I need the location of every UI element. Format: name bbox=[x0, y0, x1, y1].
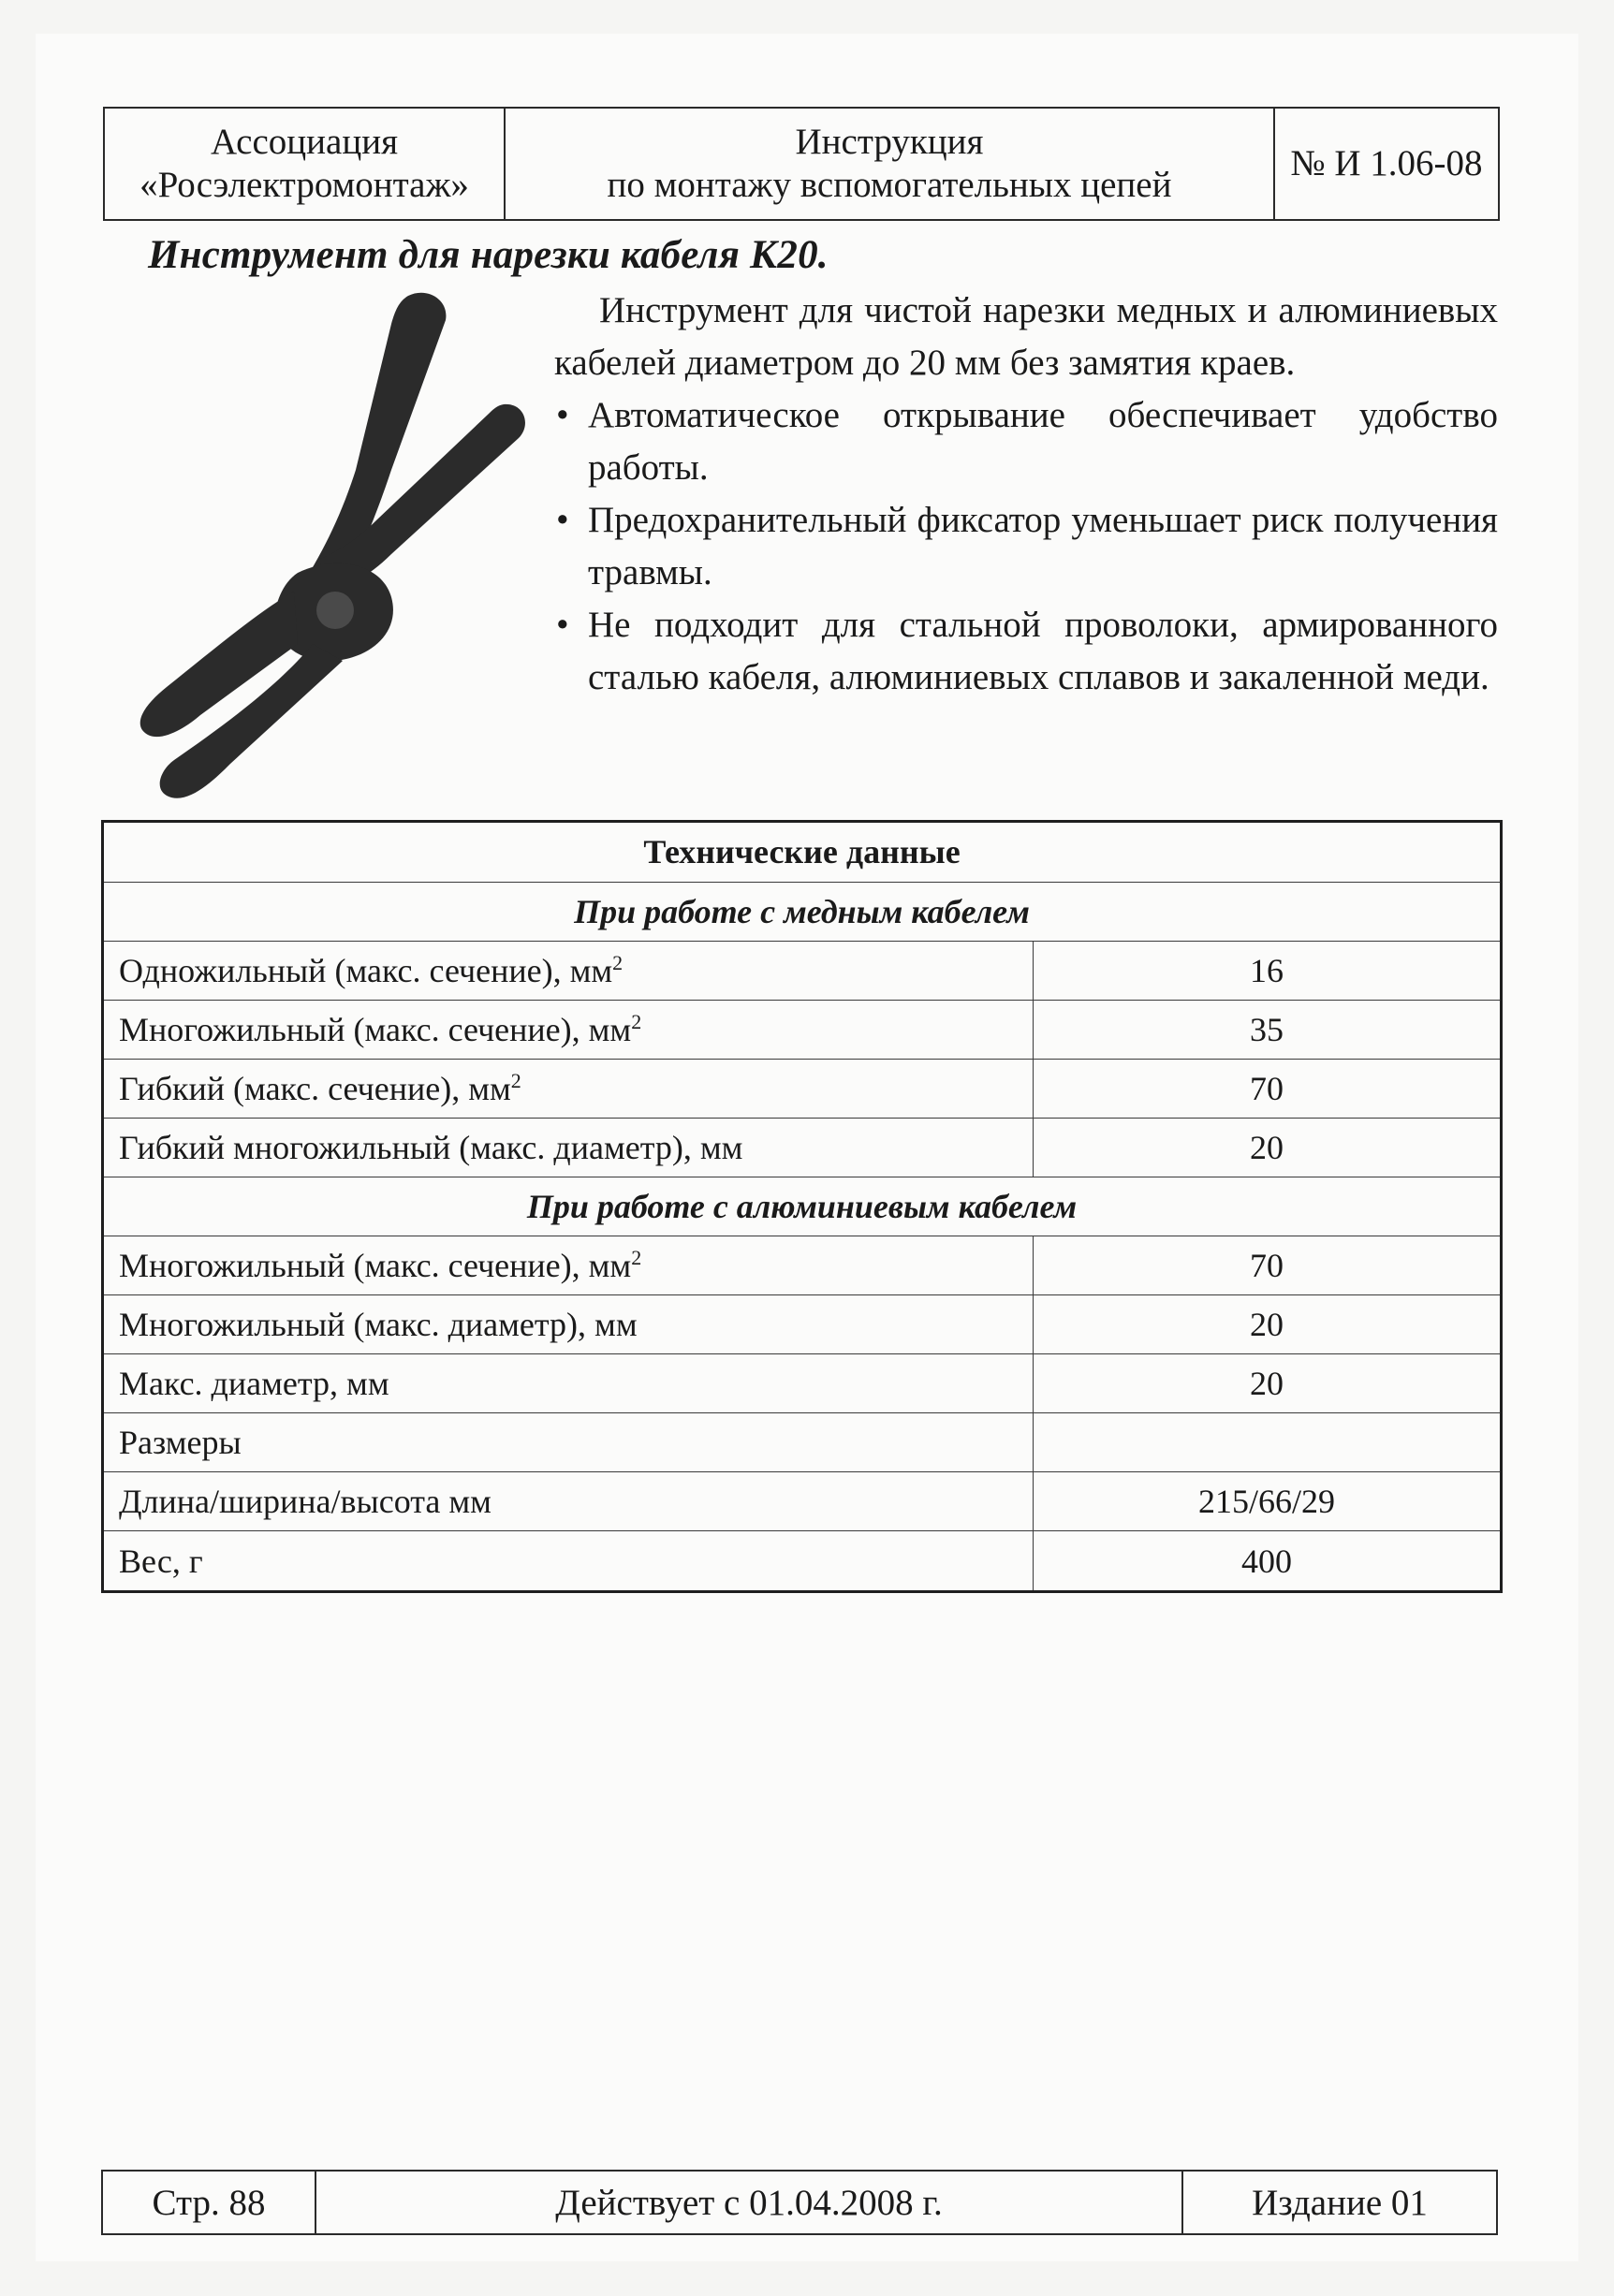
spec-label: Макс. диаметр, мм bbox=[103, 1354, 1034, 1413]
feature-item bbox=[554, 494, 1498, 599]
spec-value: 400 bbox=[1034, 1531, 1502, 1592]
copper-heading: При работе с медным кабелем bbox=[103, 882, 1502, 941]
valid-from: Действует с 01.04.2008 г. bbox=[315, 2171, 1182, 2234]
spec-label: Гибкий (макс. сечение), $мм^2$ bbox=[103, 1059, 1034, 1118]
intro-paragraph: Инструмент для чистой нарезки медных и алюминиевых кабелей диаметром до 20 мм без замятия краев. bbox=[554, 290, 1498, 383]
document-header bbox=[103, 107, 1500, 221]
table-row bbox=[103, 1413, 1502, 1472]
spec-label: Длина/ширина/высота мм bbox=[103, 1472, 1034, 1531]
spec-value: 70 bbox=[1034, 1236, 1502, 1295]
feature-item bbox=[554, 599, 1498, 704]
spec-value: 70 bbox=[1034, 1059, 1502, 1118]
spec-label: Размеры bbox=[103, 1413, 1034, 1472]
spec-label: Многожильный (макс. сечение), $мм^2$ bbox=[103, 1000, 1034, 1059]
bullet-icon: • bbox=[556, 605, 569, 645]
cable-cutter-image bbox=[110, 283, 550, 807]
organization-line2: «Росэлектромонтаж» bbox=[139, 165, 469, 205]
feature-text: Автоматическое открывание обеспечивает удобство работы. bbox=[588, 395, 1498, 488]
organization-line1: Ассоциация bbox=[210, 122, 399, 162]
document-title-line2: по монтажу вспомогательных цепей bbox=[607, 165, 1172, 205]
specs-title: Технические данные bbox=[103, 822, 1502, 883]
edition: Издание 01 bbox=[1182, 2171, 1497, 2234]
aluminium-heading: При работе с алюминиевым кабелем bbox=[103, 1177, 1502, 1236]
feature-item bbox=[554, 389, 1498, 494]
bullet-icon: • bbox=[556, 395, 569, 435]
specs-table bbox=[101, 820, 1503, 1593]
document-footer bbox=[101, 2170, 1498, 2235]
table-row bbox=[103, 941, 1502, 1000]
feature-text: Не подходит для стальной проволоки, армированного сталью кабеля, алюминиевых сплавов и закаленной меди. bbox=[588, 605, 1498, 697]
spec-value: 35 bbox=[1034, 1000, 1502, 1059]
table-row bbox=[103, 1354, 1502, 1413]
spec-value bbox=[1034, 1413, 1502, 1472]
spec-value: 16 bbox=[1034, 941, 1502, 1000]
table-row bbox=[103, 1295, 1502, 1354]
document-number: № И 1.06-08 bbox=[1274, 108, 1499, 220]
spec-value: 215/66/29 bbox=[1034, 1472, 1502, 1531]
document-title-cell bbox=[505, 108, 1274, 220]
spec-value: 20 bbox=[1034, 1295, 1502, 1354]
document-title-line1: Инструкция bbox=[795, 122, 984, 162]
spec-label: Гибкий многожильный (макс. диаметр), мм bbox=[103, 1118, 1034, 1177]
feature-list bbox=[554, 389, 1498, 704]
description bbox=[554, 285, 1498, 704]
table-row bbox=[103, 1531, 1502, 1592]
spec-label: Вес, г bbox=[103, 1531, 1034, 1592]
spec-label: Одножильный (макс. сечение), $мм^2$ bbox=[103, 941, 1034, 1000]
table-row bbox=[103, 1059, 1502, 1118]
spec-label: Многожильный (макс. сечение), $мм^2$ bbox=[103, 1236, 1034, 1295]
spec-value: 20 bbox=[1034, 1354, 1502, 1413]
organization-cell bbox=[104, 108, 505, 220]
table-row bbox=[103, 1118, 1502, 1177]
bullet-icon: • bbox=[556, 500, 569, 540]
table-row bbox=[103, 1000, 1502, 1059]
spec-value: 20 bbox=[1034, 1118, 1502, 1177]
page-number: Стр. 88 bbox=[102, 2171, 315, 2234]
table-row bbox=[103, 1236, 1502, 1295]
spec-label: Многожильный (макс. диаметр), мм bbox=[103, 1295, 1034, 1354]
section-title: Инструмент для нарезки кабеля К20. bbox=[148, 233, 829, 277]
table-row bbox=[103, 1472, 1502, 1531]
feature-text: Предохранительный фиксатор уменьшает риск получения травмы. bbox=[588, 500, 1498, 592]
